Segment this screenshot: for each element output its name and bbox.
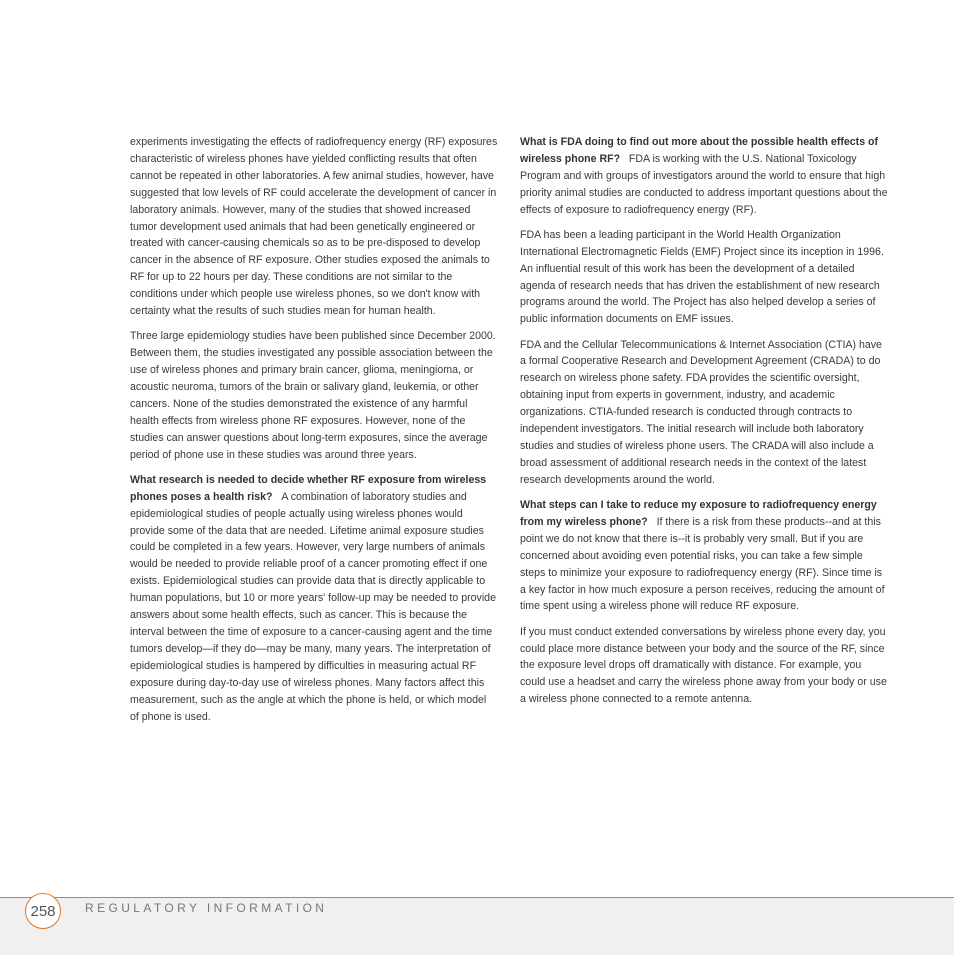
paragraph: Three large epidemiology studies have been published since December 2000. Between them, the studies investigated any possible association between the use of wireless phones and primary brain cancer, glioma, meningioma, or acoustic neuroma, tumors of the brain or salivary gland, leukemia, or other cancers. None of the studies demonstrated the existence of any harmful health effects from wireless phone RF exposures. However, none of the studies can answer questions about long-term exposures, since the average period of phone use in these studies was around three years. xyxy=(130,330,496,461)
question-heading: What steps can I take to reduce my exposure to radiofrequency energy from my wireless phone? xyxy=(520,499,877,528)
question-heading: What research is needed to decide whether RF exposure from wireless phones poses a health risk? xyxy=(130,473,487,503)
left-column xyxy=(130,134,498,734)
answer-text: If there is a risk from these products--and at this point we do not know that there is--it is probably very small. But if you are concerned about avoiding even potential risks, you can take a few simple steps to minimize your exposure to radiofrequency energy (RF). Since time is a key factor in how much exposure a person receives, reducing the amount of time spent using a wireless phone will reduce RF exposure. xyxy=(520,515,885,613)
paragraph xyxy=(520,134,888,219)
page-number: 258 xyxy=(25,893,61,929)
paragraph xyxy=(520,497,888,615)
question-heading: What is FDA doing to find out more about the possible health effects of wireless phone RF? xyxy=(520,136,879,165)
paragraph xyxy=(130,472,498,726)
paragraph: FDA has been a leading participant in the World Health Organization International Electromagnetic Fields (EMF) Project since its inception in 1996. An influential result of this work has been the development of a detailed agenda of research needs that has driven the establishment of new research programs around the world. The Project has also helped develop a series of public information documents on EMF issues. xyxy=(520,228,884,326)
paragraph: If you must conduct extended conversations by wireless phone every day, you could place more distance between your body and the source of the RF, since the exposure level drops off dramatically with distance. For example, you could use a headset and carry the wireless phone away from your body or use a wireless phone connected to a remote antenna. xyxy=(520,625,887,706)
answer-text: A combination of laboratory studies and epidemiological studies of people actually using wireless phones would provide some of the data that are needed. Lifetime animal exposure studies could be completed in a few years. However, very large numbers of animals would be needed to provide reliable proof of a cancer promoting effect if one exists. Epidemiological studies can provide data that is directly applicable to human populations, but 10 or more years' follow-up may be needed to provide answers about some health effects, such as cancer. This is because the interval between the time of exposure to a cancer-causing agent and the time tumors develop—if they do—may be many, many years. The interpretation of epidemiological studies is hampered by difficulties in measuring actual RF exposure during day-to-day use of wireless phones. Many factors affect this measurement, such as the angle at which the phone is held, or which model of phone is used. xyxy=(130,490,496,723)
section-title: REGULATORY INFORMATION xyxy=(85,901,328,915)
paragraph: experiments investigating the effects of radiofrequency energy (RF) exposures characteristic of wireless phones have yielded conflicting results that often cannot be repeated in other laboratories. A few animal studies, however, have suggested that low levels of RF could accelerate the development of cancer in laboratory animals. However, many of the studies that showed increased tumor development used animals that had been genetically engineered or treated with cancer-causing chemicals so as to be pre-disposed to develop cancer in the absence of RF exposure. Other studies exposed the animals to RF for up to 22 hours per day. These conditions are not similar to the conditions under which people use wireless phones, so we don't know with certainty what the results of such studies mean for human health. xyxy=(130,136,498,318)
answer-text: FDA is working with the U.S. National Toxicology Program and with groups of investigators around the world to ensure that high priority animal studies are conducted to address important questions about the effects of exposure to radiofrequency energy (RF). xyxy=(520,152,888,216)
paragraph: FDA and the Cellular Telecommunications & Internet Association (CTIA) have a formal Cooperative Research and Development Agreement (CRADA) to do research on wireless phone safety. FDA provides the scientific oversight, obtaining input from experts in government, industry, and academic organizations. CTIA-funded research is conducted through contracts to independent investigators. The initial research will include both laboratory studies and studies of wireless phone users. The CRADA will also include a broad assessment of additional research needs in the context of the latest research developments around the world. xyxy=(520,338,882,486)
right-column xyxy=(520,134,888,716)
